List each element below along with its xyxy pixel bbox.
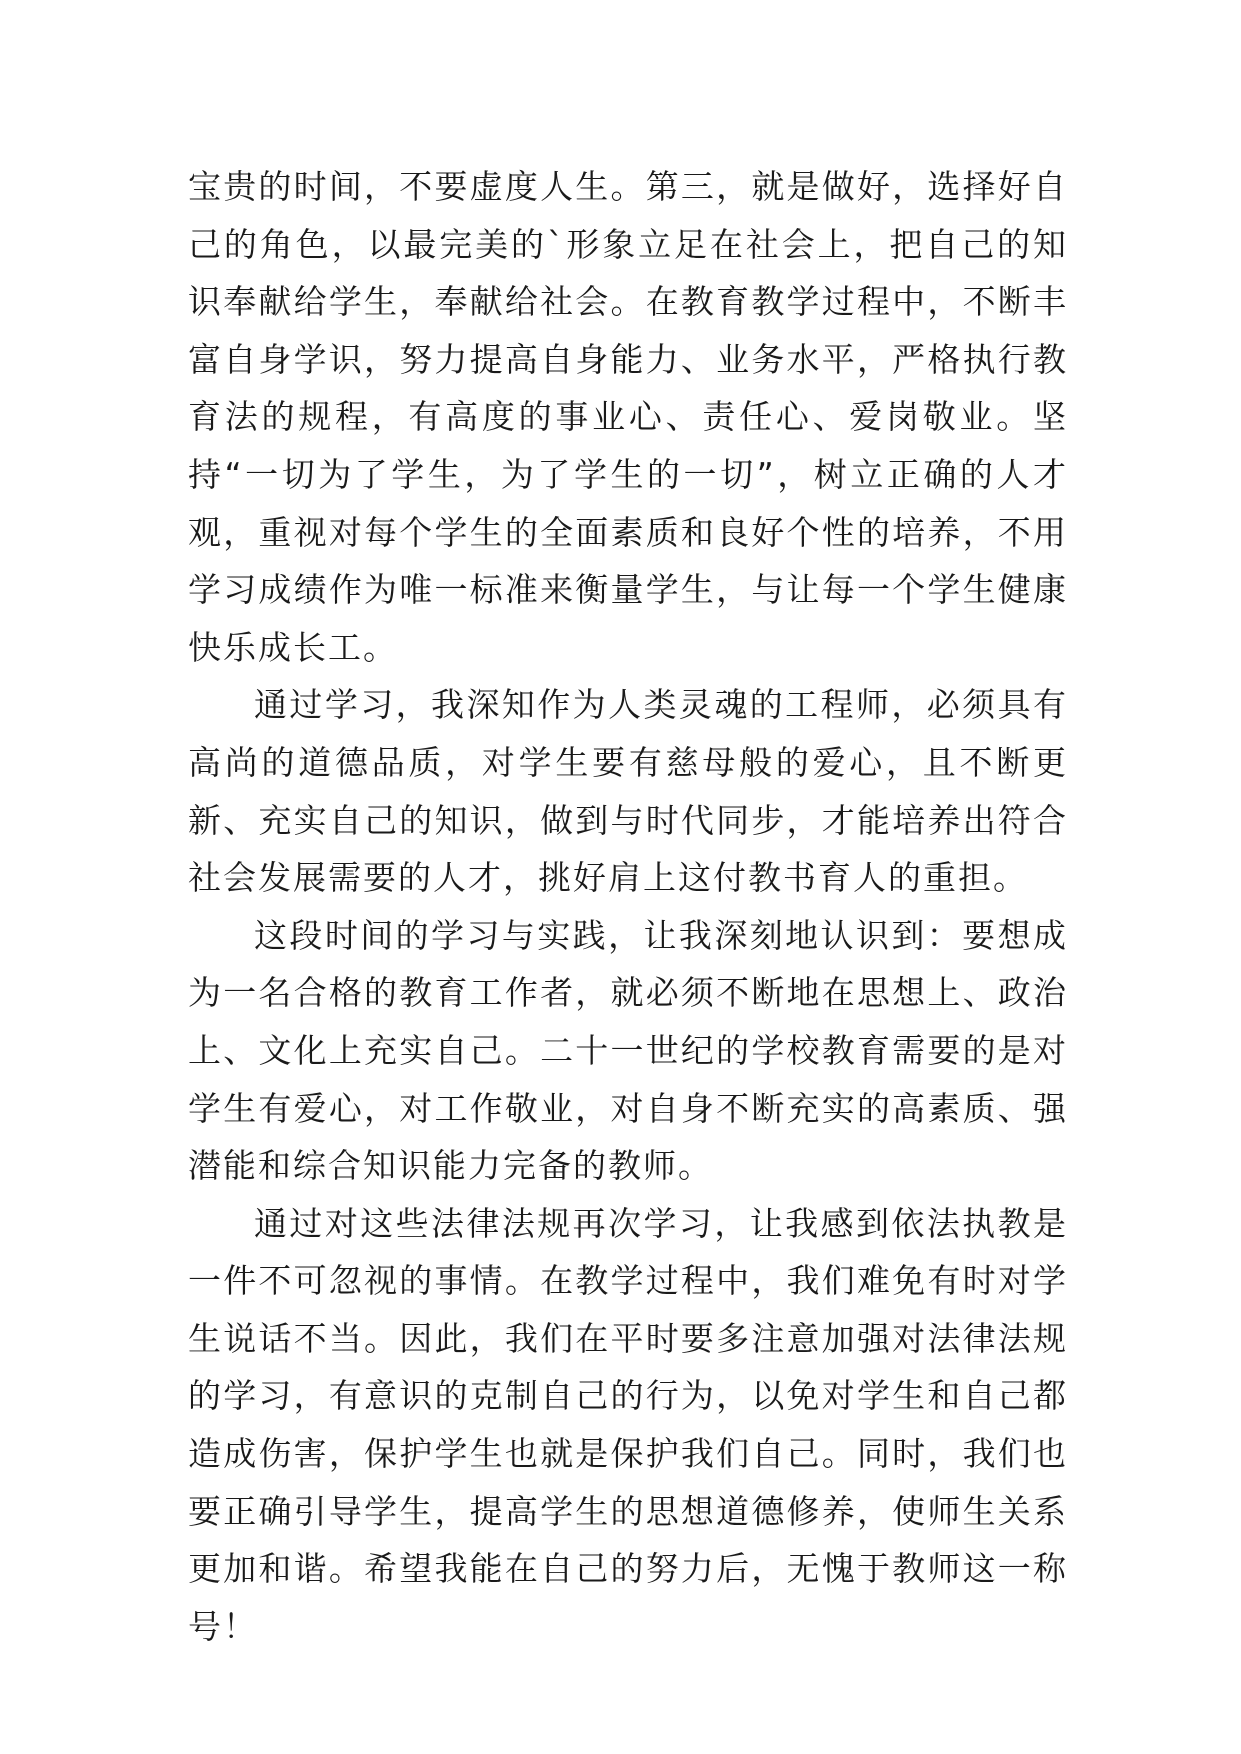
paragraph-continued: 宝贵的时间，不要虚度人生。第三，就是做好，选择好自己的角色，以最完美的`形象立足在社会上，把自己的知识奉献给学生，奉献给社会。在教育教学过程中，不断丰富自身学识，努力提高自身能力、业务水平，严格执行教育法的规程，有高度的事业心、责任心、爱岗敬业。坚持“一切为了学生，为了学生的一切”，树立正确的人才观，重视对每个学生的全面素质和良好个性的培养，不用学习成绩作为唯一标准来衡量学生，与让每一个学生健康快乐成长工。 [188, 167, 1068, 667]
document-body [188, 158, 1068, 1655]
paragraph-law: 通过对这些法律法规再次学习，让我感到依法执教是一件不可忽视的事情。在教学过程中，我们难免有时对学生说话不当。因此，我们在平时要多注意加强对法律法规的学习，有意识的克制自己的行为，以免对学生和自己都造成伤害，保护学生也就是保护我们自己。同时，我们也要正确引导学生，提高学生的思想道德修养，使师生关系更加和谐。希望我能在自己的努力后，无愧于教师这一称号！ [188, 1203, 1068, 1646]
paragraph-practice: 这段时间的学习与实践，让我深刻地认识到：要想成为一名合格的教育工作者，就必须不断地在思想上、政治上、文化上充实自己。二十一世纪的学校教育需要的是对学生有爱心，对工作敬业，对自身不断充实的高素质、强潜能和综合知识能力完备的教师。 [188, 915, 1068, 1186]
paragraph-learning: 通过学习，我深知作为人类灵魂的工程师，必须具有高尚的道德品质，对学生要有慈母般的爱心，且不断更新、充实自己的知识，做到与时代同步，才能培养出符合社会发展需要的人才，挑好肩上这付教书育人的重担。 [188, 685, 1068, 898]
